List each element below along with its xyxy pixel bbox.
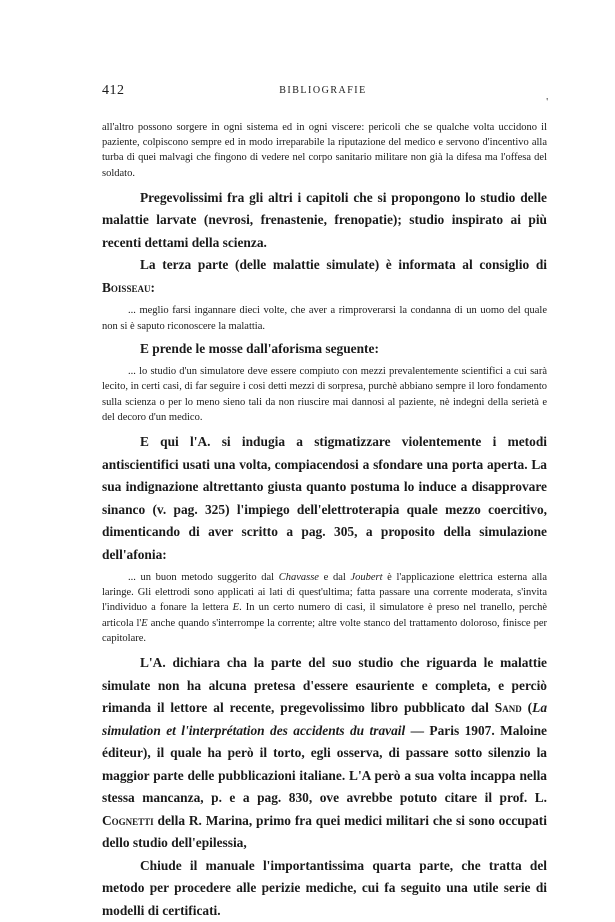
page-body — [102, 120, 547, 922]
text-run: e dal — [318, 572, 351, 584]
paragraph-continuation: all'altro possono sorgere in ogni sistema ed in ogni viscere: pericoli che se qualche volta uccidono il paziente, colpiscono sempre ed in modo irreparabile la riputazione del medico e servono d'incentivo alla turba di quei malvagi che fingono di vedere nel corpo sanitario militare non già la difesa ma l'offesa del soldato. — [102, 122, 547, 179]
letter-e: E — [141, 617, 148, 629]
letter-e: E — [232, 602, 240, 614]
running-head: BIBLIOGRAFIE — [279, 85, 367, 96]
paragraph-third-part — [102, 254, 547, 299]
paragraph-aphorism: E prende le mosse dall'aforisma seguente: — [140, 340, 379, 356]
page-header — [102, 83, 548, 108]
quote-afonia — [102, 570, 547, 646]
text-run: . In un certo numero di casi, il simulatore è preso nel tranello, perchè articola l' — [102, 602, 547, 629]
text-run: della R. Marina, primo fra quei medici militari che si sono occupati dello studio dell'epilessia, — [102, 812, 547, 851]
author-name-cognetti: Cognetti — [102, 812, 154, 828]
text-run: — Paris 1907. Maloine éditeur), il quale ha però il torto, egli osserva, di passare sotto silenzio la maggior parte delle pubblicazioni italiane. L'A però a sua volta incappa nella stessa mancanza, p. e a pag. 830, ove avrebbe potuto citare il prof. L. — [102, 722, 547, 806]
text-run: La terza parte (delle malattie simulate) è informata al consiglio di — [140, 257, 547, 273]
paragraph-criticism: E qui l'A. si indugia a stigmatizzare violentemente i metodi antiscientifici usati una volta, compiacendosi a sfondare una porta aperta. La sua indignazione altrettanto giusta quanto postuma lo induce a disapprovare sinanco (v. pag. 325) l'impiego dell'elettroterapia quale mezzo coercitivo, dimenticando di aver scritto a pag. 305, a proposito della simulazione dell'afonia: — [102, 434, 547, 562]
quote-boisseau: ... meglio farsi ingannare dieci volte, che aver a rimproverarsi la condanna di un uomo del quale non si è saputo riconoscere la malattia. — [102, 305, 547, 332]
quote-aphorism: ... lo studio d'un simulatore deve essere compiuto con mezzi prevalentemente scientifici a cui sarà lecito, in certi casi, di far seguire i cosi detti mezzi di sorpresa, purchè abbiano sempre il loro fondamento sulla scienza o per lo meno sieno tali da non riuscire mai dannosi al paziente, nè indegni della serietà e del decoro d'un medico. — [102, 366, 547, 423]
text-run: ... un buon metodo suggerito dal — [128, 572, 279, 584]
margin-mark: ' — [546, 97, 548, 108]
paragraph-sand — [102, 652, 547, 855]
paragraph-fourth-part: Chiude il manuale l'importantissima quarta parte, che tratta del metodo per procedere alle perizie mediche, cui fa seguito una utile serie di modelli di certificati. — [102, 857, 547, 918]
paragraph-chapters: Pregevolissimi fra gli altri i capitoli che si propongono lo studio delle malattie larvate (nevrosi, frenastenie, frenopatie); studio inspirato ai più recenti dettami della scienza. — [102, 189, 547, 250]
book-title: La simulation et l'interprétation des accidents du travail — [102, 700, 548, 738]
text-run: anche quando s'interrompe la corrente; altre volte stanco del trattamento doloroso, finisce per capitolare. — [102, 617, 547, 644]
author-name-boisseau: Boisseau — [102, 279, 151, 295]
text-run: L'A. dichiara cha la parte del suo studio che riguarda le malattie simulate non ha alcuna pretesa d'essere esauriente e completa, e perciò rimanda il lettore al recente, pregevolissimo libro pubblicato dal — [102, 655, 547, 716]
text-run: ( — [521, 700, 533, 716]
text-run: è l'applicazione elettrica esterna alla laringe. Gli elettrodi sono applicati ai lati di quest'ultima; fatta passare una corrente moderata, s'invita l'individuo a fonare la lettera — [102, 572, 548, 614]
text-run: : — [150, 279, 155, 295]
author-name-joubert: Joubert — [350, 572, 383, 584]
author-name-chavasse: Chavasse — [278, 572, 319, 584]
page-number: 412 — [102, 83, 125, 98]
author-name-sand: Sand — [494, 700, 522, 716]
